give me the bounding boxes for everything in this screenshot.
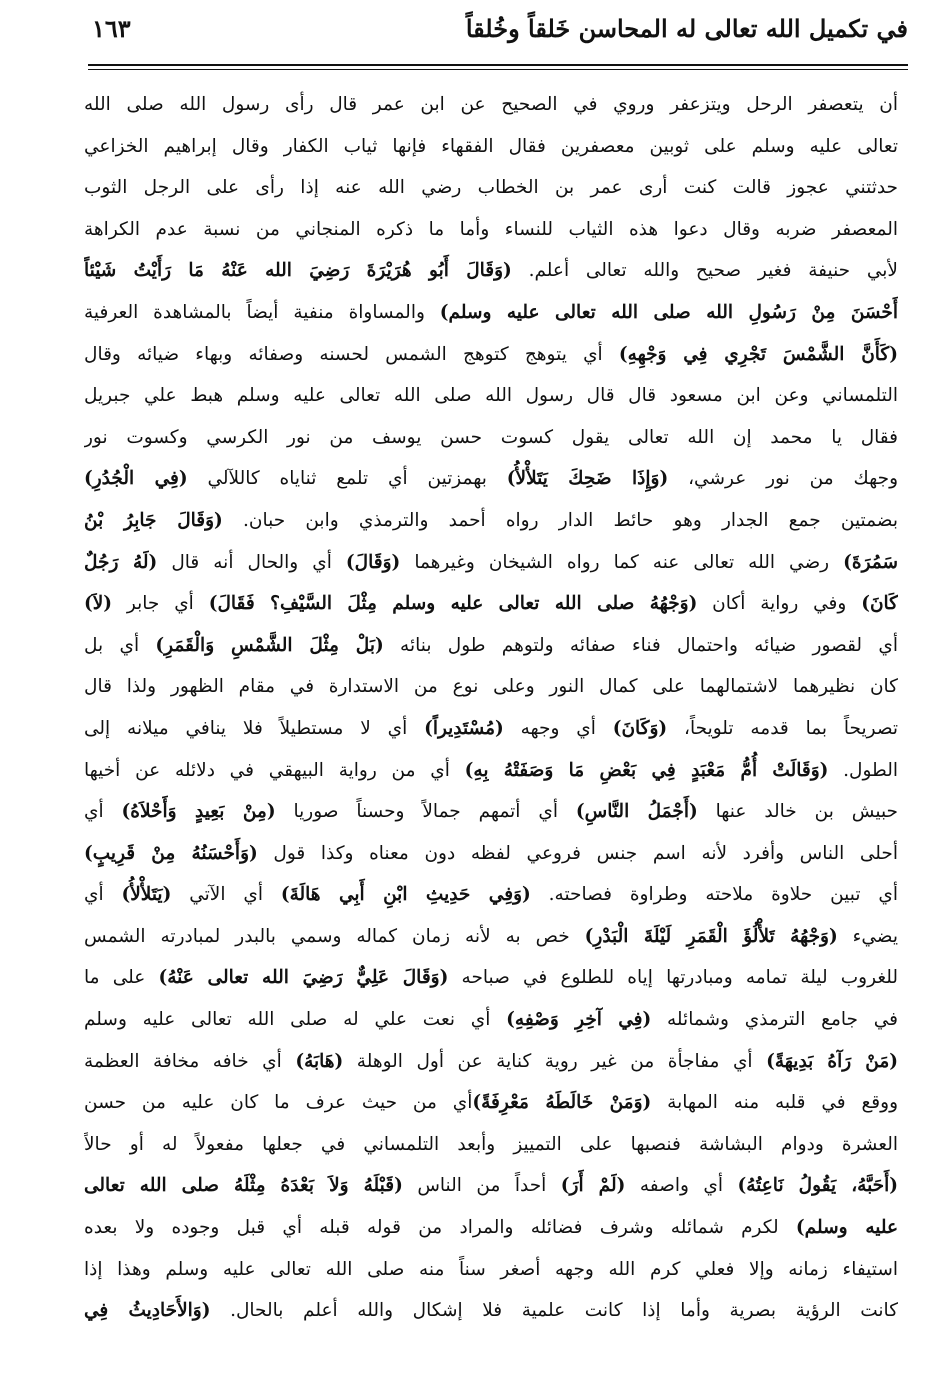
commentary-text: حبيش بن خالد عنها [697,801,898,823]
quoted-text: (وَالأَحَادِيثُ فِي [84,1300,211,1322]
commentary-text: أي من حيث عرف ما كان عليه من حسن [84,1092,473,1114]
quoted-text: (هَابَهُ) [295,1050,344,1072]
commentary-text: حدثتني عجوز قالت كنت أرى عمر بن الخطاب رضي الله عنه إذا رأى على الرجل الثوب [84,177,898,199]
quoted-text: (أَحَبَّهُ، يَقُولُ نَاعِتُهُ) [737,1175,898,1197]
quoted-text: (مَنْ رَآهُ بَدِيهَةً) [766,1050,898,1072]
commentary-text: الطول. [828,759,898,781]
commentary-text: للغروب ليلة تمامه ومبادرتها إياه للطلوع في صباحه [448,967,898,989]
commentary-text: في جامع الترمذي وشمائله [651,1009,898,1031]
quoted-text: (مِنْ بَعِيدٍ وَأَحْلاَهُ) [121,801,276,823]
quoted-text: (وَكَانَ) [612,717,668,739]
quoted-text: عليه وسلم) [795,1217,898,1239]
commentary-text: أي تبين حلاوة ملاحته وطراوة فصاحته. [530,884,898,906]
text-line [84,833,898,875]
commentary-text: بضمتين جمع الجدار وهو حائط الدار رواه أحمد والترمذي وابن حبان. [222,509,898,531]
text-line [84,916,898,958]
quoted-text: (مُسْتَدِيراً) [424,717,504,739]
quoted-text: (وَمَنْ خَالَطَهُ مَعْرِفَةً) [472,1092,652,1114]
quoted-text: (وَجْهُهُ صلى الله تعالى عليه وسلم مِثْلَ السَّيْفِ؟ فَقَالَ) [208,593,698,615]
quoted-text: (يَتَلأْلأُ) [121,884,172,906]
text-line [84,126,898,168]
page-number: ١٦٣ [92,14,131,43]
text-line [84,250,898,292]
quoted-text: (وَقَالَتْ أُمُّ مَعْبَدٍ فِي بَعْضِ مَا وَصَفَتْهُ بِهِ) [464,759,829,781]
text-line [84,583,898,625]
quoted-text: (وَإِذَا ضَحِكَ يَتَلأْلأُ) [506,468,669,490]
quoted-text: (بَلْ مِثْلَ الشَّمْسِ وَالْقَمَرِ) [155,634,384,656]
commentary-text: أي لا مستطيلاً فلا ينافي ميلانه إلى [84,717,425,739]
text-line [84,458,898,500]
text-line [84,1165,898,1207]
running-header [88,8,908,58]
commentary-text: تعالى عليه وسلم على ثوبين معصفرين فقال الفقهاء فإنها ثياب الكفار وقال إبراهيم الخزاعي [84,135,898,157]
quoted-text: (كَأَنَّ الشَّمْسَ تَجْرِي فِي وَجْهِهِ) [618,343,898,365]
commentary-text: المعصفر ضربه وقال دعوا هذه الثياب للنساء وأما ما ذكره المنجاني من نسبة عدم الكراهة [84,218,898,240]
quoted-text: (وَقَالَ عَلِيٌّ رَضِيَ الله تعالى عَنْهُ) [158,967,449,989]
text-line [84,542,898,584]
quoted-text: (لَهُ رَجُلٌ [84,551,158,573]
commentary-text: أي بل [84,634,156,656]
text-line [84,375,898,417]
text-line [84,209,898,251]
text-line [84,1124,898,1166]
quoted-text: (وَقَالَ جَابِرُ بْنُ [84,509,223,531]
commentary-text: على ما [84,967,159,989]
commentary-text: أي [84,884,122,906]
commentary-text: بهمزتين أي تلمع ثناياه كاللآلي [187,468,507,490]
commentary-text: فقال يا محمد إن الله تعالى يقول كسوت حسن يوسف من نور الكرسي وكسوت نور [84,426,898,448]
commentary-text: استيفاء زمانه وإلا فعلي كرم الله وجهه أصغر سناً منه صلى الله تعالى عليه وسلم وهذا إذا [84,1258,898,1280]
quoted-text: (لاَ) [84,593,113,615]
quoted-text: أَحْسَنَ مِنْ رَسُولِ الله صلى الله تعالى عليه وسلم) [439,301,898,323]
running-title: في تكميل الله تعالى له المحاسن خَلقاً وخُلقاً [465,14,908,43]
commentary-text: أي وجهه [503,717,613,739]
quoted-text: (وَأَحْسَنُهُ مِنْ قَرِيبٍ) [84,842,258,864]
commentary-text: كان نظيرهما لاشتمالهما على كمال النور وعلى نوع من الاستدارة في مقام الظهور ولذا قال [84,676,898,698]
commentary-text: أي لقصور ضيائه واحتمال فناء صفائه ولتوهم طول بنائه [383,634,898,656]
quoted-text: كَانَ) [861,593,898,615]
commentary-text: أي أتمهم جمالاً وحسناً صوريا [275,801,576,823]
quoted-text: (فِي الْجُدُرِ) [84,468,188,490]
text-line [84,167,898,209]
commentary-text: العشرة ودوام البشاشة فنصبها على التمييز وأبعد التلمساني في جعلها مفعولاً له أو حالاً [84,1133,898,1155]
commentary-text: رضي الله تعالى عنه كما رواه الشيخان وغيرهما [400,551,844,573]
text-line [84,1207,898,1249]
text-line [84,1249,898,1291]
text-line [84,334,898,376]
commentary-text: تصريحاً بما قدمه تلويحاً، [667,717,898,739]
quoted-text: سَمُرَةَ) [843,551,898,573]
text-line [84,417,898,459]
commentary-text: لأبي حنيفة فغير صحيح والله تعالى أعلم. [511,260,898,282]
text-line [84,1041,898,1083]
commentary-text: وفي رواية أكان [697,593,862,615]
quoted-text: (وَقَالَ) [345,551,401,573]
text-line [84,500,898,542]
commentary-text: ووقع في قلبه منه المهابة [651,1092,898,1114]
commentary-text: أي جابر [112,593,209,615]
commentary-text: أي والحال أنه قال [157,551,346,573]
commentary-text: أي [84,801,122,823]
commentary-text: أي نعت علي له صلى الله تعالى عليه وسلم [84,1009,507,1031]
text-line [84,625,898,667]
text-line [84,957,898,999]
commentary-text: والمساواة منفية أيضاً بالمشاهدة العرفية [84,301,440,323]
commentary-text: أي يتوهج كتوهج الشمس لحسنه وصفائه وبهاء ضيائه وقال [84,343,619,365]
commentary-text: أي خافه مخافة العظمة [84,1050,296,1072]
commentary-text: التلمساني وعن ابن مسعود قال قال رسول الله صلى الله تعالى عليه وسلم هبط علي جبريل [84,385,898,407]
text-line [84,84,898,126]
text-line [84,791,898,833]
commentary-text: كانت الرؤية بصرية وأما إذا كانت علمية فلا إشكال والله أعلم بالحال. [210,1300,898,1322]
commentary-text: أن يتعصفر الرحل ويتزعفر وروي في الصحيح عن ابن عمر قال رأى رسول الله صلى الله [84,94,898,115]
commentary-text: وجهك من نور عرشي، [668,468,898,490]
commentary-text: أي من رواية البيهقي في دلائله عن أخيها [84,759,465,781]
text-line [84,1082,898,1124]
commentary-text: لكرم شمائله وشرف فضائله والمراد من قوله قبله أي قبل وجوده ولا بعده [84,1217,796,1239]
commentary-text: يضيء [837,925,898,947]
header-rule [88,64,908,66]
commentary-text: أي واصفه [625,1175,738,1197]
commentary-text: أحلى الناس وأفرد لأنه اسم جنس فروعي لفظه دون معناه وكذا قول [257,842,898,864]
text-line [84,708,898,750]
text-line [84,750,898,792]
commentary-text: أي الآتي [171,884,281,906]
quoted-text: (فِي آخِرِ وَصْفِهِ) [506,1009,652,1031]
quoted-text: (أَجْمَلُ النَّاسِ) [575,801,698,823]
quoted-text: (قَبْلَهُ وَلاَ بَعْدَهُ مِثْلَهُ صلى الله تعالى [84,1175,403,1197]
text-line [84,1290,898,1332]
commentary-text: أحداً من الناس [402,1175,561,1197]
quoted-text: (وَجْهُهُ تَلأْلُؤَ الْقَمَرِ لَيْلَةَ الْبَدْرِ) [584,925,838,947]
commentary-text: خص به لأنه زمان كماله وسمي بالبدر لمبادرته الشمس [84,925,585,947]
text-line [84,999,898,1041]
text-line [84,292,898,334]
text-line [84,874,898,916]
header-rule-thin [88,69,908,70]
quoted-text: (وَفِي حَدِيثِ ابْنِ أَبِي هَالَةَ) [280,884,531,906]
commentary-text: أي مفاجأة من غير روية كناية عن أول الوهلة [343,1050,767,1072]
page-body [84,84,898,1332]
quoted-text: (لَمْ أَرَ) [560,1175,626,1197]
quoted-text: (وَقَالَ أَبُو هُرَيْرَةَ رَضِيَ الله عَنْهُ مَا رَأَيْتُ شَيْئاً [84,260,512,282]
text-line [84,666,898,708]
